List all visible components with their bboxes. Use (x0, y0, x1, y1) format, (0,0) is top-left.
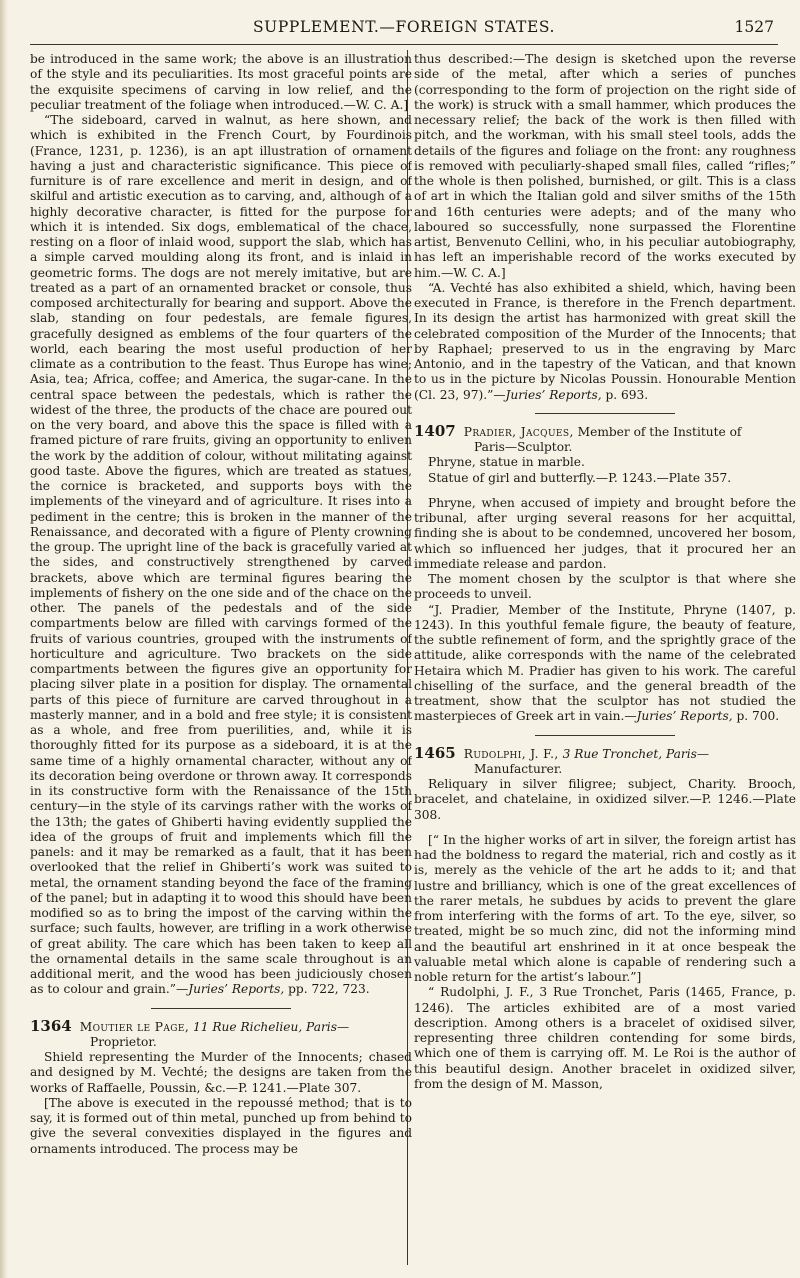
quoted-paragraph (30, 113, 412, 998)
editor-note: [“ In the higher works of art in silver, the foreign artist has had the boldness to regard the material, rich and costly as it is, merely as the vehicle of the art he adds to it; and that lustre and brilliancy, which is one of the great excellences of the rarer metals, he subdues by acids to prevent the glare from interfering with the forms of art. To the eye, silver, so treated, might be so much zinc, did not the informing mind and the beautiful art enshrined in it at once bespeak the valuable metal which alone is capable of rendering such a noble return for the artist’s labour.”] (414, 832, 796, 984)
page-header (30, 18, 778, 44)
section-separator (151, 1008, 291, 1009)
right-column (414, 52, 796, 1267)
entry-number: 1465 (414, 743, 456, 762)
entry-description: Reliquary in silver filigree; subject, Charity. Brooch, bracelet, and chatelaine, in oxidized silver.—P. 1246.—Plate 308. (414, 777, 796, 822)
quote-text: “The sideboard, carved in walnut, as here shown, and which is exhibited in the French Court, by Fourdinois (France, 1231, p. 1236), is an apt illustration of ornament having a just and characteristic significance. This piece of furniture is of rare excellence and merit in design, and of skilful and artistic execution as to carving, and, although of a highly decorative character, is fitted for the purpose for which it is intended. Six dogs, emblematical of the chace, resting on a floor of inlaid wood, support the slab, which has a simple carved moulding along its front, and is inlaid in geometric forms. The dogs are not merely imitative, but are treated as a part of an ornamented bracket or console, thus composed architecturally for bearing and support. Above the slab, standing on four pedestals, are female figures, gracefully designed as emblems of the four quarters of the world, each bearing the most useful production of her climate as a contribution to the feast. Thus Europe has wine; Asia, tea; Africa, coffee; and America, the sugar-cane. In the central space between the pedestals, which is rather the widest of the three, the products of the chace are poured out on the very board, and above this the space is filled with a framed picture of rare fruits, giving an opportunity to enliven the work by the addition of colour, without militating against good taste. Above the figures, which are treated as statues, the cornice is bracketed, and supports boys with the implements of the vineyard and of agriculture. It rises into a pediment in the centre; this is broken in the manner of the Renaissance, and decorated with a figure of Plenty crowning the group. The upright line of the back is gracefully varied at the sides, and constructively strengthened by carved brackets, above which are terminal figures bearing the implements of fishery on the one side and of the chace on the other. The panels of the pedestals and of the side compartments below are filled with carvings formed of the fruits of various countries, grouped with the instruments of horticulture and agriculture. Two brackets on the side compartments between the figures give an opportunity for placing silver plate in a position for display. The ornamental parts of this piece of furniture are carved throughout in a masterly manner, and in a bold and free style; it is consistent as a whole, and free from puerilities, and, while it is thoroughly fitted for its purpose as a sideboard, it is at the same time of a highly ornamental character, without any of its decoration being overdone or thrown away. It corresponds in its constructive form with the Renaissance of the 15th century—in the style of its carvings rather with the works of the 13th; the gates of Ghiberti having evidently supplied the idea of the groups of fruit and implements which fill the panels: and it may be remarked as a fault, that it has been overlooked that the relief in Ghiberti’s work was suited to metal, the ornament standing beyond the face of the framing of the panel; but in adapting it to wood this should have been modified so as to bring the impost of the carving within the surface; such faults, however, are trifling in a work otherwise of great ability. The care which has been taken to keep all the ornamental details in the same scale throughout is an additional merit, and the wood has been judiciously chosen as to colour and grain.”— (30, 113, 412, 997)
source-pages: p. 693. (601, 387, 649, 402)
left-column (30, 52, 412, 1267)
section-separator (535, 735, 675, 736)
entry-description: Shield representing the Murder of the Innocents; chased and designed by M. Vechté; the designs are taken from the works of Raffaelle, Poussin, &c.—P. 1241.—Plate 307. (30, 1050, 412, 1095)
entry-number: 1364 (30, 1016, 72, 1035)
header-rule (30, 44, 778, 45)
quote-text: “J. Pradier, Member of the Institute, Phryne (1407, p. 1243). In this youthful female figure, the beauty of feature, the subtle refinement of form, and the sprightly grace of the attitude, alike corresponds with the name of the celebrated Hetaira which M. Pradier has given to his work. The careful chiselling of the surface, and the general breadth of the treatment, show that the sculptor has not studied the masterpieces of Greek art in vain.— (414, 602, 796, 724)
exhibit-item: Phryne, statue in marble. (428, 455, 585, 470)
exhibitor-name: Moutier le Page, (79, 1019, 190, 1034)
source-citation: Juries’ Reports, (505, 387, 602, 402)
exhibitor-name: Pradier, Jacques, (463, 424, 574, 439)
source-citation: Juries’ Reports, (188, 982, 285, 997)
source-pages: p. 700. (732, 709, 780, 724)
entry-paragraph: The moment chosen by the sculptor is that where she proceeds to unveil. (414, 572, 796, 602)
page-number: 1527 (734, 18, 774, 36)
exhibitor-name: Rudolphi, J. F., (463, 746, 559, 761)
spacer (414, 486, 796, 496)
quoted-paragraph (414, 281, 796, 403)
binding-edge (0, 0, 8, 1278)
spacer (414, 823, 796, 833)
entry-paragraph: Phryne, when accused of impiety and brought before the tribunal, after urging several reasons for her acquittal, finding she is about to be condemned, uncovered her bosom, which so influenced her judges, that it procured her an immediate release and pardon. (414, 495, 796, 571)
entry-heading-1465 (414, 743, 796, 778)
exhibitor-role: Paris—Sculptor. (474, 440, 573, 454)
section-separator (535, 413, 675, 414)
source-pages: pp. 722, 723. (284, 982, 370, 997)
quote-text: “A. Vechté has also exhibited a shield, which, having been executed in France, is therefore in the French department. In its design the artist has harmonized with great skill the celebrated composition of the Murder of the Innocents; that by Raphael; preserved to us in the engraving by Marc Antonio, and in the tapestry of the Vatican, and that known to us in the picture by Nicolas Poussin. Honourable Mention (Cl. 23, 97).”— (414, 280, 796, 402)
exhibitor-role: Manufacturer. (474, 761, 563, 776)
entry-heading-1407 (414, 421, 796, 456)
source-citation: Juries’ Reports, (636, 709, 733, 724)
exhibitor-role: Proprietor. (90, 1034, 157, 1049)
paragraph: thus described:—The design is sketched upon the reverse side of the metal, after which a series of punches (corresponding to the form of projection on the right side of the work) is struck with a small hammer, which produces the necessary relief; the back of the work is then filled with pitch, and the workman, with his small steel tools, adds the details of the figures and foliage on the front: any roughness is removed with peculiarly-shaped small files, called “rifles;” the whole is then polished, burnished, or gilt. This is a class of art in which the Italian gold and silver smiths of the 15th and 16th centuries were adepts; and of the many who laboured so successfully, none surpassed the Florentine artist, Benvenuto Cellini, who, in his peculiar autobiography, has left an imperishable record of the works executed by him.—W. C. A.] (414, 52, 796, 280)
entry-number: 1407 (414, 421, 456, 440)
entry-heading-1364 (30, 1016, 412, 1051)
editor-note: [The above is executed in the repoussé method; that is to say, it is formed out of thin metal, punched up from behind to give the several convexities displayed in the figures and ornaments introduced. The process may be (30, 1095, 412, 1156)
quoted-paragraph (414, 603, 796, 725)
exhibitor-title: Member of the Institute of (577, 424, 742, 439)
running-title: SUPPLEMENT.—FOREIGN STATES. (252, 18, 556, 36)
quoted-paragraph: “ Rudolphi, J. F., 3 Rue Tronchet, Paris (1465, France, p. 1246). The articles exhibited are of a most varied description. Among others is a bracelet of oxidised silver, representing three children contending for some birds, which one of them is carrying off. M. Le Roi is the author of this beautiful design. Another bracelet in oxidized silver, from the design of M. Masson, (414, 985, 796, 1091)
exhibit-item: Statue of girl and butterfly.—P. 1243.—Plate 357. (428, 470, 732, 485)
exhibitor-address: 11 Rue Richelieu, Paris— (193, 1019, 350, 1034)
exhibitor-address: 3 Rue Tronchet, Paris— (562, 746, 710, 761)
paragraph: be introduced in the same work; the above is an illustration of the style and its peculiarities. Its most graceful points are the exquisite specimens of carving in low relief, and the peculiar treatment of the foliage when introduced.—W. C. A.] (30, 52, 412, 112)
